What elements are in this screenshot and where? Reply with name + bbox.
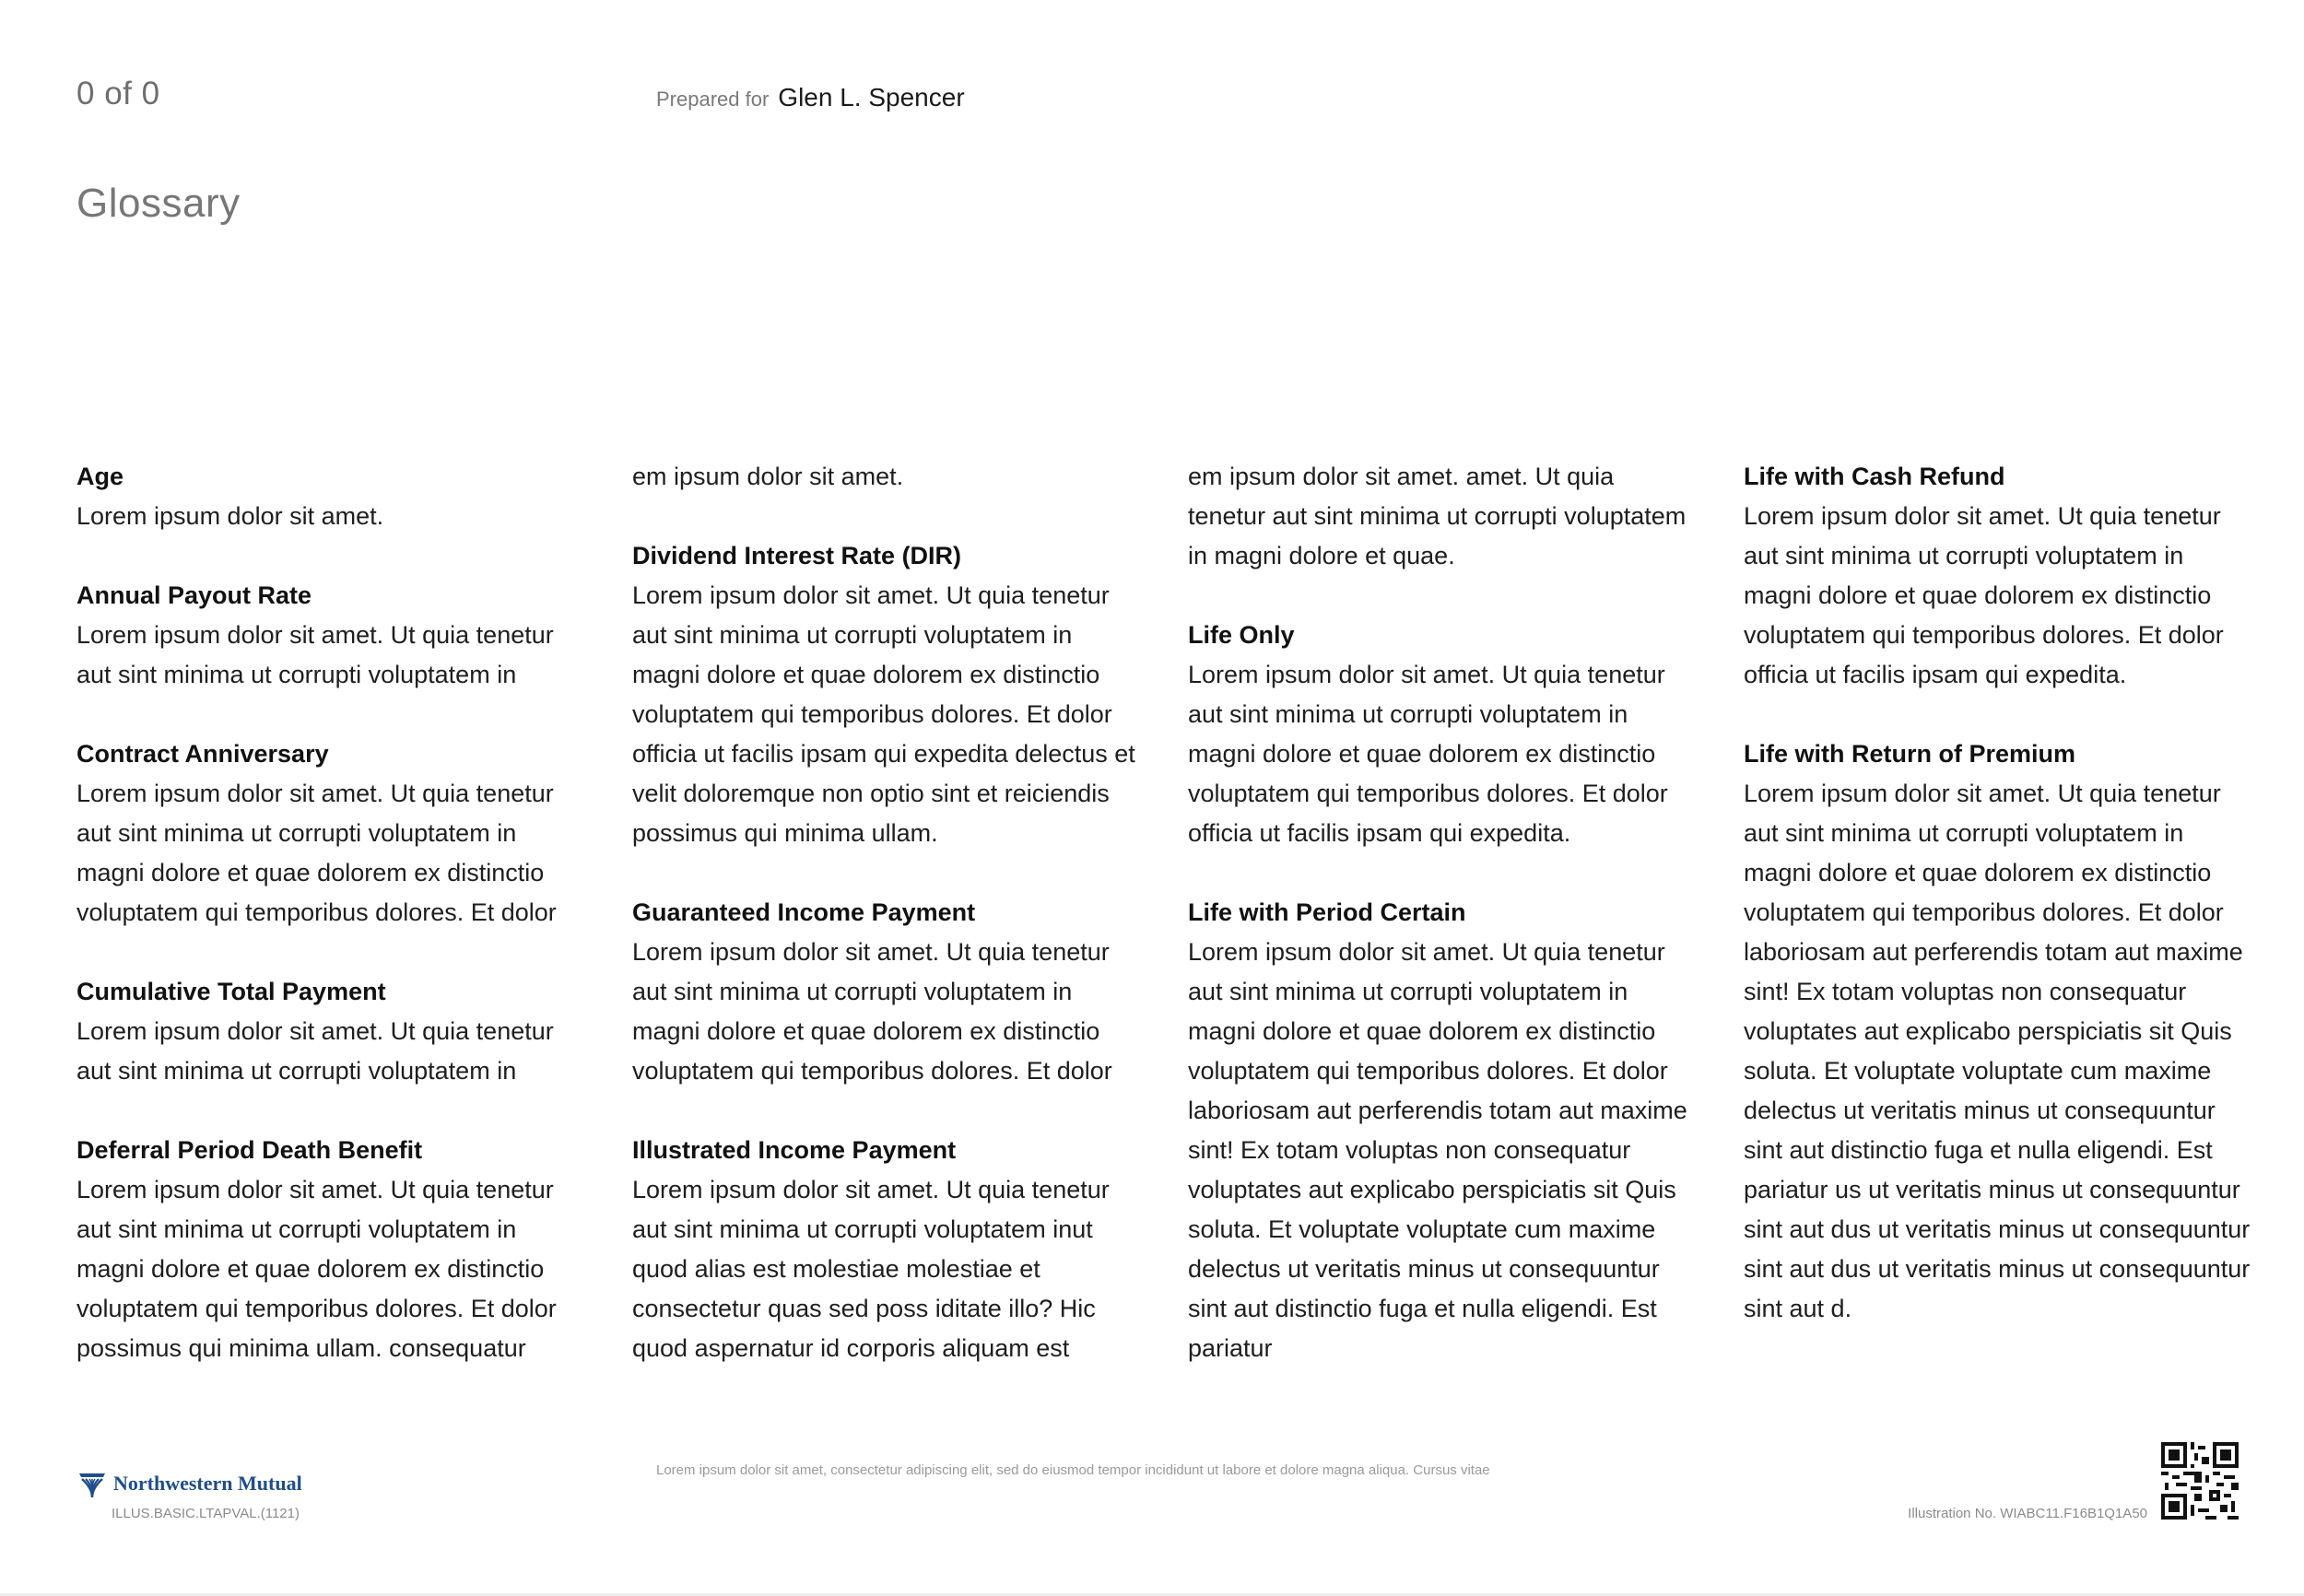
glossary-entry <box>76 576 583 695</box>
glossary-term: Dividend Interest Rate (DIR) <box>632 542 962 569</box>
glossary-entry <box>76 734 583 933</box>
form-code: ILLUS.BASIC.LTAPVAL.(1121) <box>112 1506 300 1521</box>
glossary-term: Life with Return of Premium <box>1744 740 2076 768</box>
glossary-entry <box>76 457 583 536</box>
glossary-term: Life with Cash Refund <box>1744 463 2005 490</box>
glossary-entry <box>632 536 1139 853</box>
glossary-definition: Lorem ipsum dolor sit amet. Ut quia tenetur aut sint minima ut corrupti voluptatem in magni dolore et quae dolorem ex distinctio voluptatem qui temporibus dolores. Et dolor laboriosam aut perferendis totam aut maxime sint! Ex totam voluptas non consequatur voluptates aut explicabo perspiciatis sit Quis soluta. Et voluptate voluptate cum maxime delectus ut veritatis minus ut consequuntur sint aut distinctio fuga et nulla eligendi. Est pariatur us ut veritatis minus ut consequuntur sint aut dus ut veritatis minus ut consequuntur sint aut dus ut veritatis minus ut consequuntur sint aut d. <box>1744 780 2251 1322</box>
glossary-term: Age <box>76 463 124 490</box>
glossary-entry <box>1188 616 1695 853</box>
qr-code-icon <box>2161 1442 2239 1520</box>
glossary-entry <box>1744 734 2251 1329</box>
glossary-definition: Lorem ipsum dolor sit amet. Ut quia tenetur aut sint minima ut corrupti voluptatem inut quod alias est molestiae molestiae et consectetur quas sed poss iditate illo? Hic quod aspernatur id corporis aliquam est <box>632 1176 1110 1362</box>
illustration-number: Illustration No. WIABC11.F16B1Q1A50 <box>1908 1506 2147 1521</box>
glossary-definition: Lorem ipsum dolor sit amet. Ut quia tenetur aut sint minima ut corrupti voluptatem in magni dolore et quae dolorem ex distinctio voluptatem qui temporibus dolores. Et dolor laboriosam aut perferendis totam aut maxime sint! Ex totam voluptas non consequatur voluptates aut explicabo perspiciatis sit Quis soluta. Et voluptate voluptate cum maxime delectus ut veritatis minus ut consequuntur sint aut distinctio fuga et nulla eligendi. Est pariatur <box>1188 938 1687 1362</box>
glossary-definition: Lorem ipsum dolor sit amet. Ut quia tenetur aut sint minima ut corrupti voluptatem in magni dolore et quae dolorem ex distinctio voluptatem qui temporibus dolores. Et dolor officia ut facilis ipsam qui expedita. <box>1188 661 1668 847</box>
glossary-entry <box>1188 457 1695 576</box>
glossary-definition: Lorem ipsum dolor sit amet. Ut quia tenetur aut sint minima ut corrupti voluptatem in magni dolore et quae dolorem ex distinctio voluptatem qui temporibus dolores. Et dolor <box>76 780 557 926</box>
glossary-column-3 <box>1188 457 1695 1408</box>
footer-disclaimer: Lorem ipsum dolor sit amet, consectetur adipiscing elit, sed do eiusmod tempor incididunt ut labore et dolore magna aliqua. Cursus vitae <box>656 1462 1490 1478</box>
client-name: Glen L. Spencer <box>778 83 965 111</box>
glossary-column-2 <box>632 457 1139 1408</box>
prepared-for <box>656 83 965 112</box>
brand-name: Northwestern Mutual <box>113 1472 302 1495</box>
glossary-definition: em ipsum dolor sit amet. amet. Ut quia tenetur aut sint minima ut corrupti voluptatem in magni dolore et quae. <box>1188 463 1687 569</box>
glossary-entry <box>76 1131 583 1368</box>
glossary-definition: Lorem ipsum dolor sit amet. Ut quia tenetur aut sint minima ut corrupti voluptatem in <box>76 621 554 688</box>
glossary-definition: Lorem ipsum dolor sit amet. <box>76 502 384 530</box>
glossary-term: Deferral Period Death Benefit <box>76 1136 423 1164</box>
prepared-for-label: Prepared for <box>656 88 770 111</box>
glossary-term: Annual Payout Rate <box>76 581 312 609</box>
glossary-entry <box>632 1131 1139 1368</box>
glossary-term: Illustrated Income Payment <box>632 1136 957 1164</box>
glossary-definition: Lorem ipsum dolor sit amet. Ut quia tenetur aut sint minima ut corrupti voluptatem in magni dolore et quae dolorem ex distinctio voluptatem qui temporibus dolores. Et dolor officia ut facilis ipsam qui expedita delectus et velit doloremque non optio sint et reiciendis possimus qui minima ullam. <box>632 581 1135 847</box>
glossary-term: Contract Anniversary <box>76 740 329 768</box>
glossary-term: Life with Period Certain <box>1188 898 1466 926</box>
glossary-definition: Lorem ipsum dolor sit amet. Ut quia tenetur aut sint minima ut corrupti voluptatem in magni dolore et quae dolorem ex distinctio voluptatem qui temporibus dolores. Et dolor possimus qui minima ullam. consequatur <box>76 1176 557 1362</box>
glossary-entry <box>632 457 1139 497</box>
brand-logo <box>76 1468 302 1499</box>
glossary-entry <box>1744 457 2251 695</box>
glossary-column-4 <box>1744 457 2251 1368</box>
northwestern-mutual-logo-icon <box>76 1468 108 1499</box>
glossary-definition: Lorem ipsum dolor sit amet. Ut quia tenetur aut sint minima ut corrupti voluptatem in magni dolore et quae dolorem ex distinctio voluptatem qui temporibus dolores. Et dolor <box>632 938 1112 1085</box>
glossary-term: Guaranteed Income Payment <box>632 898 976 926</box>
glossary-column-1 <box>76 457 583 1408</box>
page-counter: 0 of 0 <box>76 76 160 111</box>
glossary-entry <box>76 972 583 1091</box>
page-title: Glossary <box>76 181 241 226</box>
glossary-term: Cumulative Total Payment <box>76 978 386 1005</box>
glossary-entry <box>632 893 1139 1091</box>
glossary-term: Life Only <box>1188 621 1295 649</box>
glossary-definition: Lorem ipsum dolor sit amet. Ut quia tenetur aut sint minima ut corrupti voluptatem in <box>76 1017 554 1085</box>
glossary-definition: em ipsum dolor sit amet. <box>632 463 904 490</box>
glossary-entry <box>1188 893 1695 1368</box>
glossary-definition: Lorem ipsum dolor sit amet. Ut quia tenetur aut sint minima ut corrupti voluptatem in magni dolore et quae dolorem ex distinctio voluptatem qui temporibus dolores. Et dolor officia ut facilis ipsam qui expedita. <box>1744 502 2224 688</box>
